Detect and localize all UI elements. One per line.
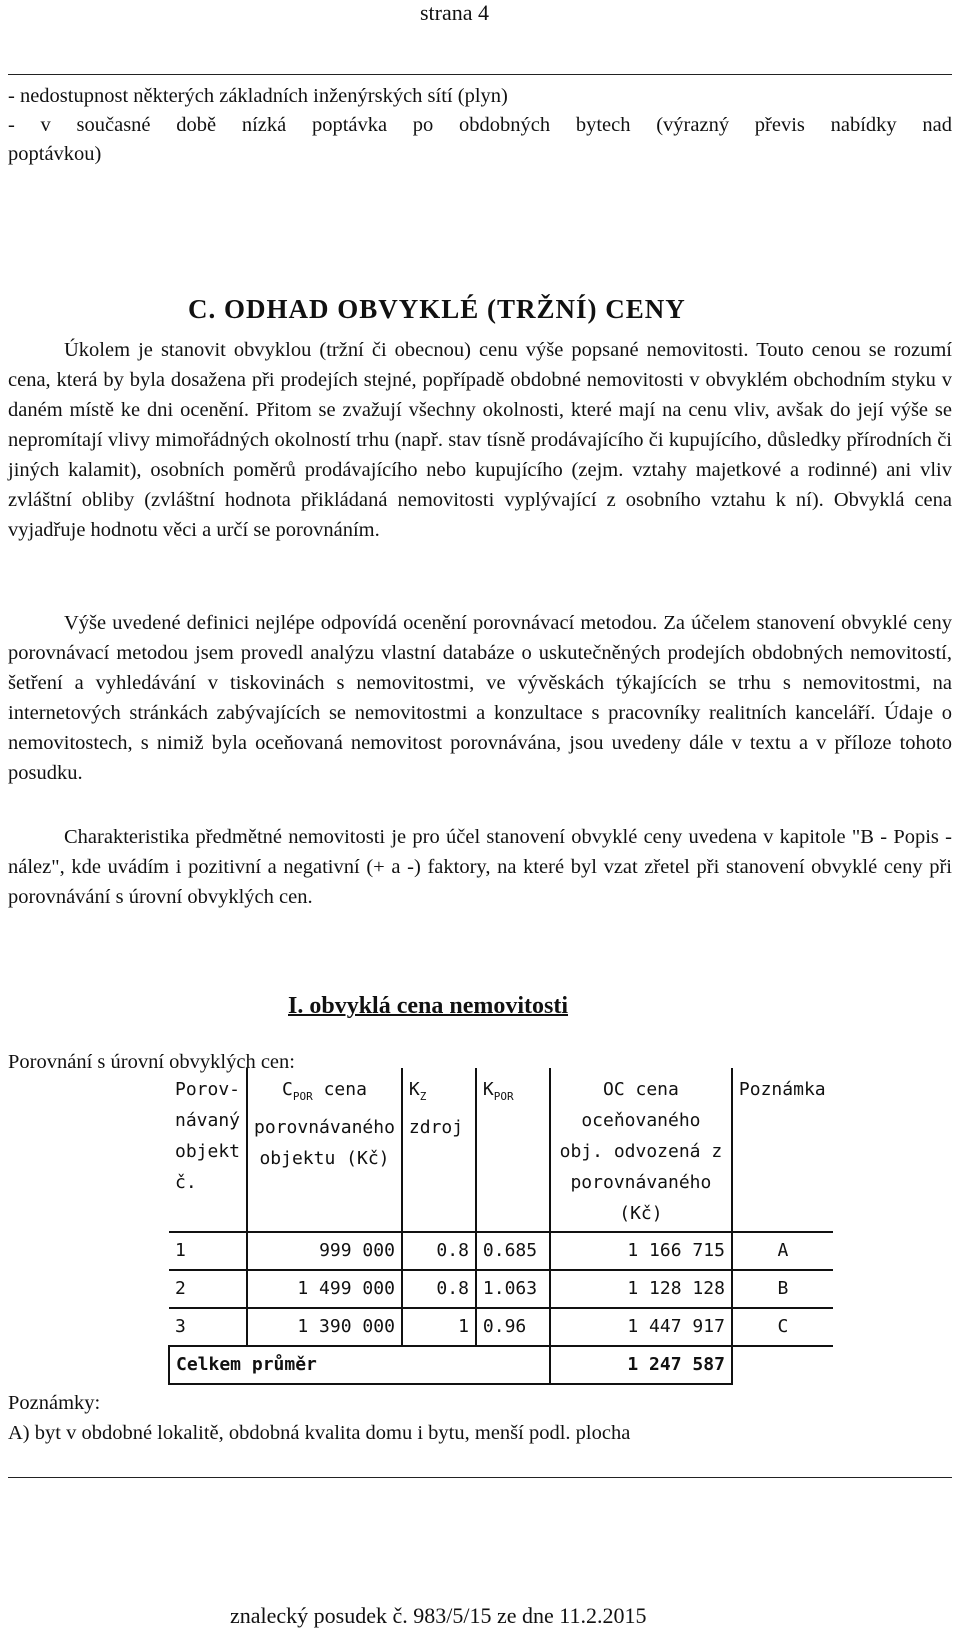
footer-rule bbox=[8, 1477, 952, 1478]
comparison-table bbox=[168, 1068, 833, 1385]
valuation-heading: I. obvyklá cena nemovitosti bbox=[288, 993, 569, 1019]
note-item: A) byt v obdobné lokalitě, obdobná kvalita domu i bytu, menší podl. plocha bbox=[8, 1422, 631, 1444]
method-paragraph: Výše uvedené definici nejlépe odpovídá ocenění porovnávací metodou. Za účelem stanovení obvyklé ceny porovnávací metodou jsem provedl analýzu vlastní databáze o uskutečněných prodejích obdobných nemovitostí, šetření a vyhledávání v tiskovinách s nemovitostmi, ve vývěskách týkajících se trhu s nemovitostmi, na internetových stránkách zabývajících se nemovitostmi a konzultace s pracovníky realitních kanceláří. Údaje o nemovitostech, s nimiž byla oceňovaná nemovitost porovnávána, jsou uvedeny dále v textu a v příloze tohoto posudku. bbox=[8, 612, 952, 784]
table-row bbox=[169, 1308, 833, 1346]
footer-text: znalecký posudek č. 983/5/15 ze dne 11.2.2015 bbox=[230, 1603, 647, 1628]
table-total-row bbox=[169, 1346, 833, 1384]
cell-note: A bbox=[732, 1232, 833, 1270]
header-object-no: Porov- návaný objekt č. bbox=[175, 1079, 241, 1193]
table-row bbox=[169, 1232, 833, 1270]
header-kpor: $K_{POR}$ bbox=[476, 1068, 550, 1232]
cell-id: 1 bbox=[169, 1232, 247, 1270]
cell-kz: 0.8 bbox=[402, 1270, 476, 1308]
cell-oc: 1 447 917 bbox=[550, 1308, 732, 1346]
table-row bbox=[169, 1270, 833, 1308]
total-value: 1 247 587 bbox=[550, 1346, 732, 1384]
cell-oc: 1 128 128 bbox=[550, 1270, 732, 1308]
page-number: strana 4 bbox=[420, 0, 490, 25]
notes-label: Poznámky: bbox=[8, 1392, 101, 1414]
intro-list-item: - v současné době nízká poptávka po obdobných bytech (výrazný převis nabídky nad bbox=[8, 114, 952, 136]
table-header-row bbox=[169, 1068, 833, 1232]
definition-paragraph: Úkolem je stanovit obvyklou (tržní či obecnou) cenu výše popsané nemovitosti. Touto cenou se rozumí cena, která by byla dosažena při prodejích stejné, popřípadě obdobné nemovitosti v obvyklém obchodním styku v daném místě ke dni ocenění. Přitom se zvažují všechny okolnosti, které mají na cenu vliv, avšak do její výše se nepromítají vlivy mimořádných okolností trhu (např. stav tísně prodávajícího či kupujícího, důsledky přírodních či jiných kalamit), osobních poměrů prodávajícího nebo kupujícího (zejm. vztahy majetkové a rodinné) ani vliv zvláštní obliby (zvláštní hodnota přikládaná nemovitosti vyplývající z osobního vztahu k ní). Obvyklá cena vyjadřuje hodnotu věci a určí se porovnáním. bbox=[8, 339, 952, 541]
cell-price: 999 000 bbox=[247, 1232, 402, 1270]
header-cpor-price: $C_{POR}$ cena porovnávaného objektu (Kč) bbox=[247, 1068, 402, 1232]
total-label: Celkem průměr bbox=[169, 1346, 550, 1384]
cell-id: 3 bbox=[169, 1308, 247, 1346]
comparison-label: Porovnání s úrovní obvyklých cen: bbox=[8, 1051, 295, 1073]
header-kz-source: $K_Z$ zdroj bbox=[402, 1068, 476, 1232]
cell-id: 2 bbox=[169, 1270, 247, 1308]
header-note: Poznámka bbox=[732, 1068, 833, 1232]
cell-kpor: 0.96 bbox=[476, 1308, 550, 1346]
header-oc-price: OC cena oceňovaného obj. odvozená z porovnávaného (Kč) bbox=[550, 1068, 732, 1232]
header-rule bbox=[8, 74, 952, 75]
intro-list-item: poptávkou) bbox=[8, 143, 102, 165]
section-heading: C. ODHAD OBVYKLÉ (TRŽNÍ) CENY bbox=[188, 294, 686, 324]
intro-list-item: - nedostupnost některých základních inženýrských sítí (plyn) bbox=[8, 85, 508, 107]
cell-kz: 0.8 bbox=[402, 1232, 476, 1270]
characteristics-paragraph: Charakteristika předmětné nemovitosti je pro účel stanovení obvyklé ceny uvedena v kapitole "B - Popis - nález", kde uvádím i pozitivní a negativní (+ a -) faktory, na které byl vzat zřetel při stanovení obvyklé ceny při porovnávání s úrovní obvyklých cen. bbox=[8, 826, 952, 908]
cell-price: 1 499 000 bbox=[247, 1270, 402, 1308]
cell-kpor: 1.063 bbox=[476, 1270, 550, 1308]
cell-kz: 1 bbox=[402, 1308, 476, 1346]
cell-note: B bbox=[732, 1270, 833, 1308]
cell-note: C bbox=[732, 1308, 833, 1346]
cell-oc: 1 166 715 bbox=[550, 1232, 732, 1270]
cell-kpor: 0.685 bbox=[476, 1232, 550, 1270]
cell-price: 1 390 000 bbox=[247, 1308, 402, 1346]
